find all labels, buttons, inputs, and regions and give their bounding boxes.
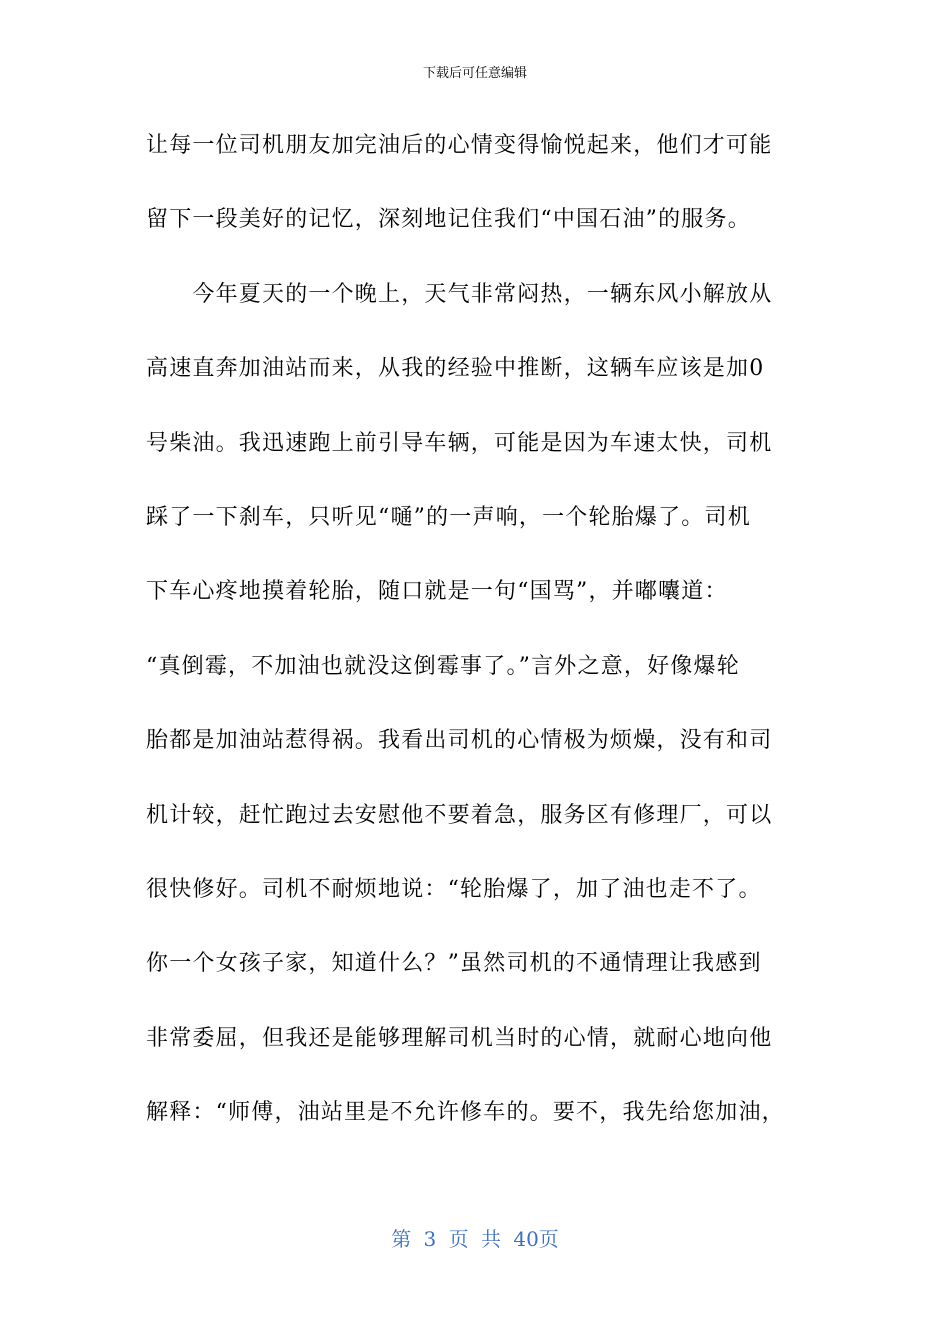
text-line: 号柴油。我迅速跑上前引导车辆，可能是因为车速太快，司机 bbox=[146, 430, 773, 456]
text-line: 高速直奔加油站而来，从我的经验中推断，这辆车应该是加0 bbox=[146, 356, 765, 382]
text-line: 下车心疼地摸着轮胎，随口就是一句“国骂”，并嘟囔道： bbox=[146, 579, 728, 605]
page-number-footer: 第 3 页 共 40页 bbox=[391, 1227, 559, 1251]
text-line: 很快修好。司机不耐烦地说：“轮胎爆了，加了油也走不了。 bbox=[146, 876, 762, 902]
page-header: 下载后可任意编辑 bbox=[422, 66, 527, 81]
text-line: 胎都是加油站惹得祸。我看出司机的心情极为烦燥，没有和司 bbox=[146, 728, 773, 754]
page-body bbox=[146, 116, 806, 1157]
text-line: “真倒霉，不加油也就没这倒霉事了。”言外之意，好像爆轮 bbox=[146, 653, 740, 679]
text-line: 解释：“师傅，油站里是不允许修车的。要不，我先给您加油， bbox=[146, 1100, 785, 1126]
text-line: 让每一位司机朋友加完油后的心情变得愉悦起来，他们才可能 bbox=[146, 133, 773, 158]
text-line: 你一个女孩子家，知道什么？”虽然司机的不通情理让我感到 bbox=[146, 951, 762, 977]
text-line: 机计较，赶忙跑过去安慰他不要着急，服务区有修理厂，可以 bbox=[146, 802, 773, 828]
text-line: 非常委屈，但我还是能够理解司机当时的心情，就耐心地向他 bbox=[146, 1025, 773, 1051]
text-line: 今年夏天的一个晚上，天气非常闷热，一辆东风小解放从 bbox=[146, 281, 773, 307]
text-line: 留下一段美好的记忆，深刻地记住我们“中国石油”的服务。 bbox=[146, 207, 751, 233]
text-line: 踩了一下刹车，只听见“嗵”的一声响，一个轮胎爆了。司机 bbox=[146, 504, 751, 530]
